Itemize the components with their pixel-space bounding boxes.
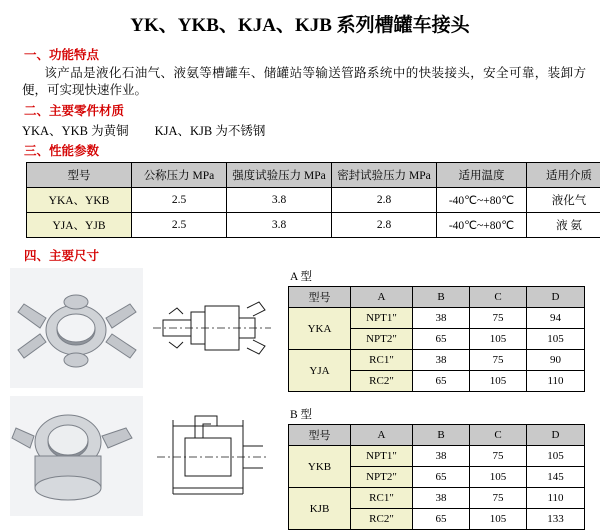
table-header-row <box>289 287 585 308</box>
dim-b-cell: 110 <box>527 488 585 509</box>
spec-cell-model: YKA、YKB <box>27 188 132 213</box>
dim-b-cell: NPT2" <box>351 467 413 488</box>
spec-table <box>26 162 600 238</box>
dim-b-cell: RC1" <box>351 488 413 509</box>
dim-b-cell: 75 <box>470 488 527 509</box>
spec-cell: 2.5 <box>132 213 227 238</box>
spec-cell: -40℃~+80℃ <box>437 213 527 238</box>
dim-a-header-cell: D <box>527 287 585 308</box>
dim-b-header-cell: A <box>351 425 413 446</box>
dim-a-header-cell: 型号 <box>289 287 351 308</box>
dim-a-cell: 105 <box>470 329 527 350</box>
image-column <box>10 268 280 530</box>
dim-b-cell: NPT1" <box>351 446 413 467</box>
table-row <box>289 488 585 509</box>
table-row <box>27 213 600 238</box>
dim-a-header-cell: B <box>413 287 470 308</box>
spec-cell: 2.5 <box>132 188 227 213</box>
spec-cell-model: YJA、YJB <box>27 213 132 238</box>
coupling-drawing-b <box>143 396 276 516</box>
dim-a-cell: 65 <box>413 329 470 350</box>
spec-cell: 液化气 <box>527 188 600 213</box>
dim-a-header-cell: C <box>470 287 527 308</box>
dim-a-cell: 38 <box>413 308 470 329</box>
section-heading-sizes: 四、主要尺寸 <box>24 246 590 264</box>
page-title: YK、YKB、KJA、KJB 系列槽罐车接头 <box>10 10 590 37</box>
material-text-b: KJA、KJB 为不锈钢 <box>155 124 266 138</box>
material-text-a: YKA、YKB 为黄铜 <box>22 124 129 138</box>
dim-a-cell: 75 <box>470 350 527 371</box>
spec-header-cell: 密封试验压力 MPa <box>332 163 437 188</box>
dim-b-cell: 145 <box>527 467 585 488</box>
dim-b-cell: 65 <box>413 467 470 488</box>
coupling-photo-b <box>10 396 143 516</box>
spec-header-cell: 适用介质 <box>527 163 600 188</box>
dim-a-model-cell: YKA <box>289 308 351 350</box>
material-line <box>22 121 590 139</box>
dim-b-cell: 38 <box>413 488 470 509</box>
spec-cell: 3.8 <box>227 213 332 238</box>
table-row <box>289 350 585 371</box>
spec-cell: 2.8 <box>332 213 437 238</box>
dim-b-model-cell: YKB <box>289 446 351 488</box>
spec-cell: -40℃~+80℃ <box>437 188 527 213</box>
dimension-table-b <box>288 424 585 530</box>
dimension-tables-column <box>280 268 590 530</box>
spec-header-cell: 型号 <box>27 163 132 188</box>
table-header-row <box>27 163 600 188</box>
spec-cell: 液 氨 <box>527 213 600 238</box>
features-paragraph <box>22 65 586 99</box>
dim-b-cell: 75 <box>470 446 527 467</box>
dim-b-cell: 133 <box>527 509 585 530</box>
dim-a-cell: 90 <box>527 350 585 371</box>
dim-a-cell: 65 <box>413 371 470 392</box>
spec-cell: 2.8 <box>332 188 437 213</box>
table-header-row <box>289 425 585 446</box>
spec-header-cell: 公称压力 MPa <box>132 163 227 188</box>
spec-header-cell: 强度试验压力 MPa <box>227 163 332 188</box>
dim-a-cell: RC2" <box>351 371 413 392</box>
section-heading-material: 二、主要零件材质 <box>24 101 590 119</box>
dim-a-cell: 75 <box>470 308 527 329</box>
lower-section <box>10 268 590 530</box>
table-row <box>289 446 585 467</box>
section-heading-features: 一、功能特点 <box>24 45 590 63</box>
coupling-photo-a <box>10 268 143 388</box>
dim-a-model-cell: YJA <box>289 350 351 392</box>
dim-a-cell: 105 <box>527 329 585 350</box>
dim-b-cell: 38 <box>413 446 470 467</box>
dim-b-cell: 105 <box>527 446 585 467</box>
dimension-table-a <box>288 286 585 392</box>
dim-a-cell: 110 <box>527 371 585 392</box>
table-row <box>27 188 600 213</box>
coupling-drawing-a <box>143 268 276 388</box>
type-b-label: B 型 <box>290 406 590 422</box>
dim-a-header-cell: A <box>351 287 413 308</box>
dim-b-header-cell: 型号 <box>289 425 351 446</box>
image-row-b <box>10 396 280 516</box>
dim-b-header-cell: C <box>470 425 527 446</box>
dim-a-cell: NPT2" <box>351 329 413 350</box>
table-row <box>289 308 585 329</box>
dim-a-cell: NPT1" <box>351 308 413 329</box>
dim-a-cell: 38 <box>413 350 470 371</box>
dim-b-header-cell: B <box>413 425 470 446</box>
dim-a-cell: RC1" <box>351 350 413 371</box>
spec-header-cell: 适用温度 <box>437 163 527 188</box>
dim-b-cell: RC2" <box>351 509 413 530</box>
image-row-a <box>10 268 280 388</box>
type-a-label: A 型 <box>290 268 590 284</box>
dim-b-cell: 65 <box>413 509 470 530</box>
dim-a-cell: 105 <box>470 371 527 392</box>
dim-b-model-cell: KJB <box>289 488 351 530</box>
features-text: 该产品是液化石油气、液氨等槽罐车、储罐站等输送管路系统中的快装接头，安全可靠，装卸方便，可实现快速作业。 <box>22 66 586 97</box>
dim-b-cell: 105 <box>470 467 527 488</box>
dim-b-header-cell: D <box>527 425 585 446</box>
dim-b-cell: 105 <box>470 509 527 530</box>
dim-a-cell: 94 <box>527 308 585 329</box>
spec-cell: 3.8 <box>227 188 332 213</box>
section-heading-spec: 三、性能参数 <box>24 141 590 159</box>
